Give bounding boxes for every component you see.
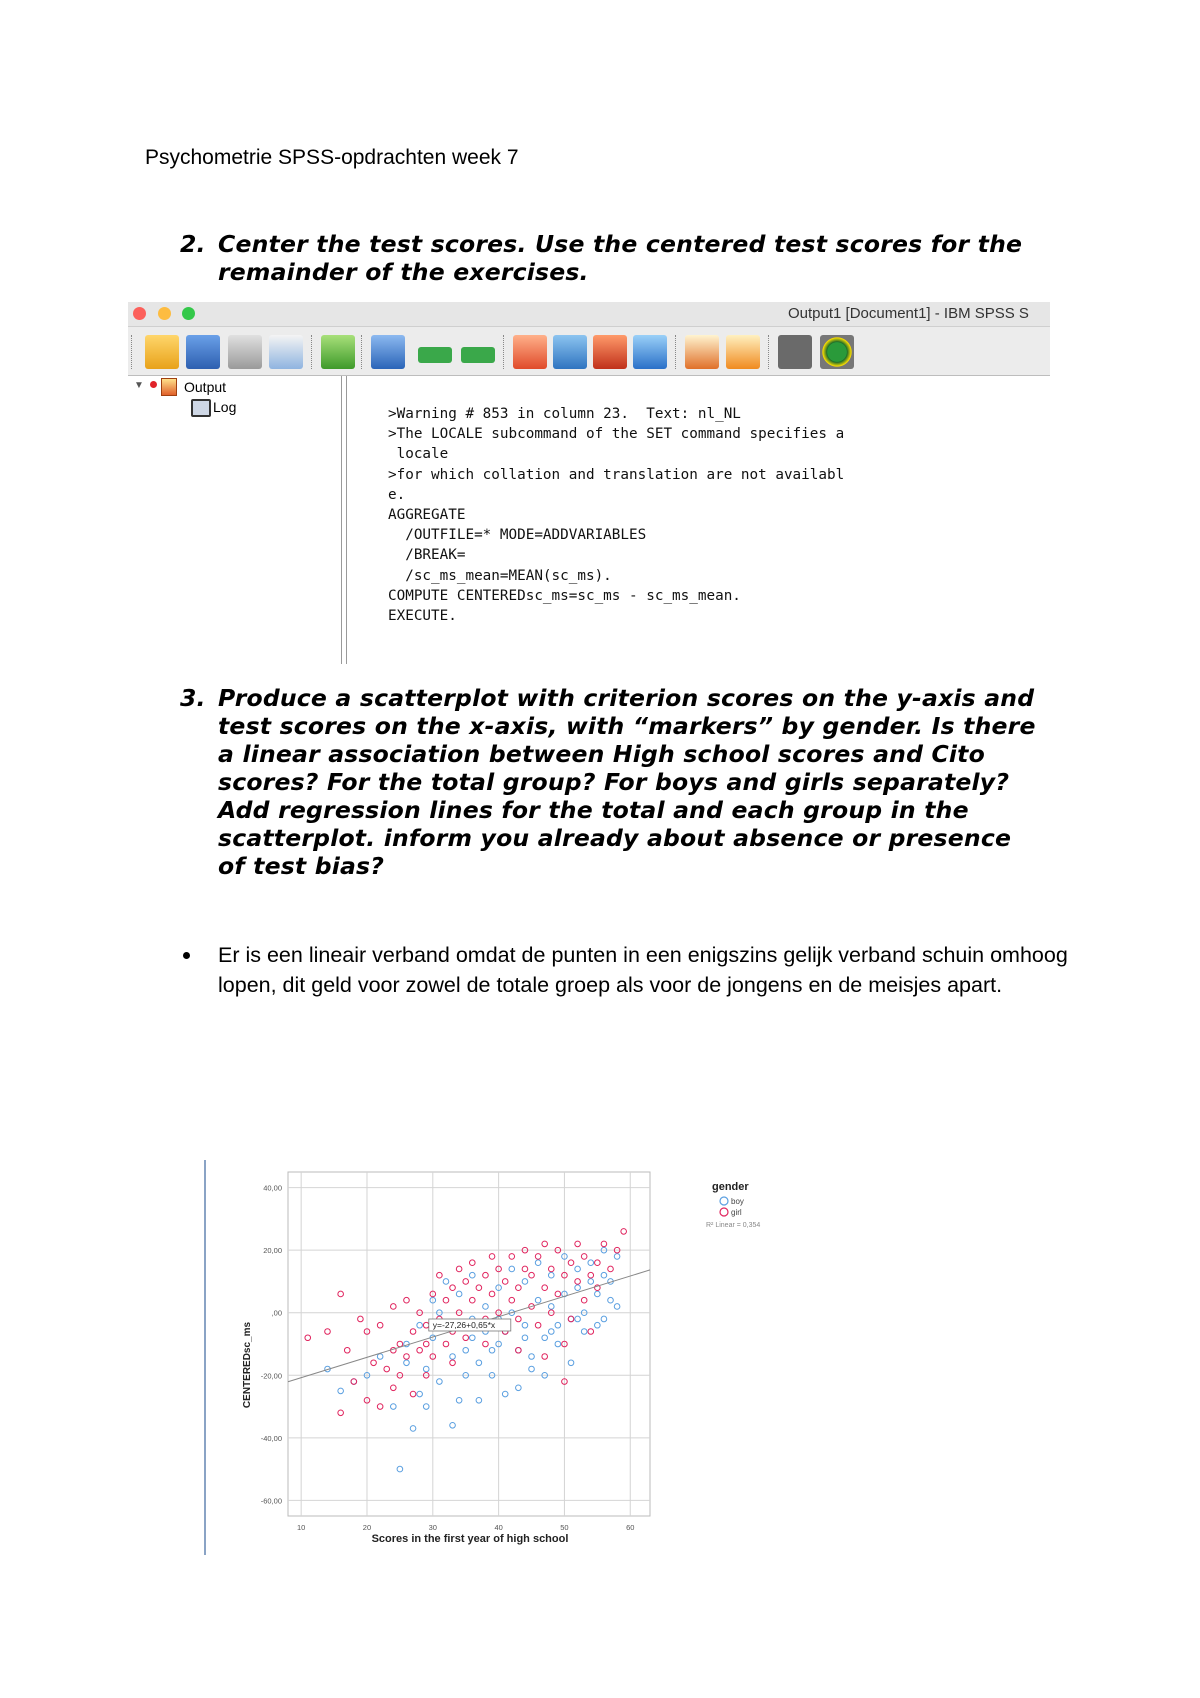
x-tick-label: 30 [428,1523,437,1532]
legend-title: gender [712,1181,749,1193]
undo-icon[interactable] [418,347,452,363]
toolbar-separator [361,335,363,369]
y-tick-label: -40,00 [260,1433,282,1443]
print-preview-icon[interactable] [269,335,303,369]
x-tick-label: 60 [626,1523,635,1532]
question-line: remainder of the exercises. [218,258,589,286]
question-line: scores? For the total group? For boys and girls separately? [218,768,1010,796]
toolbar-separator [675,335,677,369]
question-line: scatterplot. inform you already about absence or presence [218,824,1012,852]
legend-label-girl: girl [731,1208,742,1217]
outline-pane [128,376,342,664]
x-tick-label: 40 [494,1523,503,1532]
fit-line-label: y=-27,26+0,65*x [432,1319,496,1330]
log-text: >Warning # 853 in column 23. Text: nl_NL >The LOCALE subcommand of the SET command specifies a locale >for which collation and translation are not availabl e. AGGREGATE /OUTFILE=* MODE=ADDVARIABLES /BREAK= /sc_ms_mean=MEAN(sc_ms). COMPUTE CENTEREDsc_ms=sc_ms - sc_ms_mean. EXECUTE. [388,406,845,625]
split-file-icon[interactable] [633,335,667,369]
zoom-window-button[interactable] [182,307,195,320]
save-icon[interactable] [186,335,220,369]
legend-marker-boy [720,1197,728,1205]
goto-data-icon[interactable] [371,335,405,369]
output-book-icon [161,378,177,396]
goto-variable-icon[interactable] [553,335,587,369]
toolbar-separator [311,335,313,369]
redo-icon[interactable] [461,347,495,363]
add-icon[interactable] [820,335,854,369]
chart-border-line [204,1160,206,1555]
toolbar [128,327,1050,376]
question-number: 2. [180,230,206,258]
window-title: Output1 [Document1] - IBM SPSS S [788,305,1029,322]
window-titlebar [128,302,1050,327]
toolbar-separator [768,335,770,369]
scatterplot [210,1160,800,1560]
legend-label-boy: boy [731,1197,744,1206]
pane-divider[interactable] [346,376,347,664]
legend-marker-girl [720,1208,728,1216]
y-tick-label: -20,00 [260,1371,282,1381]
question-3 [180,684,1080,884]
nav-log-label[interactable]: Log [213,399,237,415]
close-window-button[interactable] [133,307,146,320]
open-folder-icon[interactable] [145,335,179,369]
toolbar-separator [503,335,505,369]
question-line: of test bias? [218,852,385,880]
nav-output-label[interactable]: Output [184,379,227,395]
expand-triangle-icon[interactable]: ▼ [134,380,144,391]
answer-text: Er is een lineair verband omdat de punten in een enigszins gelijk verband schuin omhoog lopen, dit geld voor zowel de totale groep als voor de jongens en de meisjes apart. [218,943,1068,997]
plot-area [288,1172,650,1516]
stop-icon[interactable] [778,335,812,369]
x-tick-label: 50 [560,1523,569,1532]
x-tick-label: 20 [362,1523,372,1532]
r-squared-label: R² Linear = 0,354 [706,1222,761,1229]
question-line: Add regression lines for the total and each group in the [218,796,969,824]
export-icon[interactable] [321,335,355,369]
question-line: test scores on the x-axis, with “markers” by gender. Is there [218,712,1036,740]
insert-cases-icon[interactable] [593,335,627,369]
question-2 [180,230,1060,290]
question-text [218,230,1022,286]
y-tick-label: 20,00 [263,1246,282,1256]
question-line: Center the test scores. Use the centered test scores for the [218,230,1023,258]
question-line: a linear association between High school scores and Cito [218,740,985,768]
y-tick-label: ,00 [271,1308,282,1318]
spss-output-window [128,302,1050,664]
print-icon[interactable] [228,335,262,369]
toolbar-separator [131,335,133,369]
x-tick-label: 10 [296,1523,306,1532]
goto-case-icon[interactable] [513,335,547,369]
active-marker-icon [150,381,157,388]
y-ticks [261,1184,282,1506]
document-title: Psychometrie SPSS-opdrachten week 7 [145,146,519,169]
bullet-icon [183,952,190,959]
question-number: 3. [180,684,206,712]
log-icon [191,399,211,417]
insert-output-icon[interactable] [685,335,719,369]
y-tick-label: 40,00 [263,1183,282,1193]
question-text [218,684,1036,880]
x-ticks [297,1523,634,1532]
script-icon[interactable] [726,335,760,369]
question-line: Produce a scatterplot with criterion scores on the y-axis and [218,684,1035,712]
x-axis-label: Scores in the first year of high school [371,1533,569,1545]
minimize-window-button[interactable] [158,307,171,320]
y-tick-label: -60,00 [260,1496,282,1506]
y-axis-label: CENTEREDsc_ms [242,1321,253,1409]
grid [288,1172,650,1516]
